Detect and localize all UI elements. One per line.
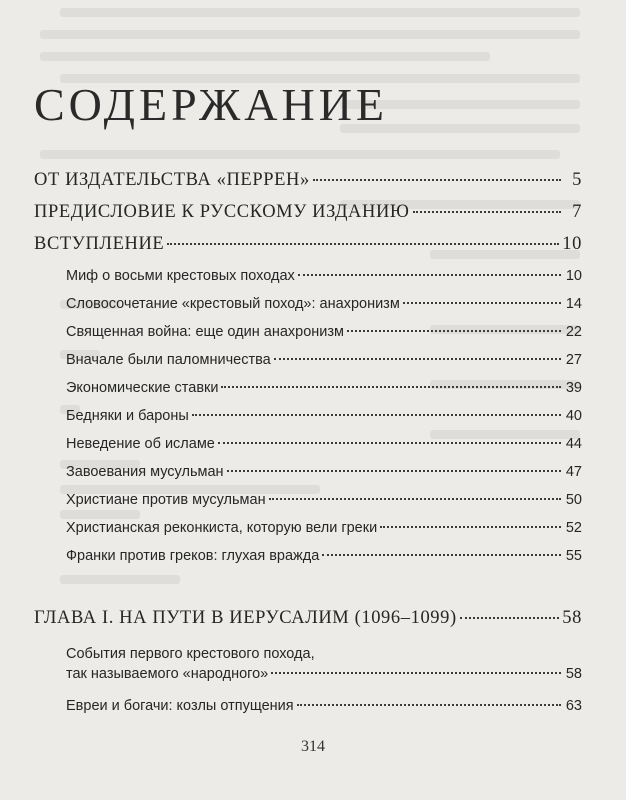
toc-page-number: 40 [565,408,582,424]
toc-page-number: 58 [565,666,582,682]
toc-chapter-entry[interactable] [34,608,582,629]
toc-entry-title: Христиане против мусульман [66,492,266,508]
toc-page-number: 27 [565,352,582,368]
dot-leader [403,302,561,304]
toc-entry-title: Вначале были паломничества [66,352,271,368]
toc-page-number: 47 [565,464,582,480]
dot-leader [413,211,561,213]
dot-leader [322,554,561,556]
toc-subentry[interactable] [66,324,582,340]
toc-page-number: 50 [565,492,582,508]
toc-subentry[interactable] [66,408,582,424]
toc-subentry[interactable] [66,520,582,536]
toc-entry-title: Евреи и богачи: козлы отпущения [66,698,294,714]
toc-page-number: 14 [565,296,582,312]
toc-subentry[interactable] [66,464,582,480]
toc-subentry[interactable] [66,548,582,564]
toc-page-number: 52 [565,520,582,536]
toc-page-number: 7 [572,202,582,222]
toc-page-number: 55 [565,548,582,564]
dot-leader [460,617,560,619]
toc-subentry[interactable] [66,492,582,508]
dot-leader [192,414,561,416]
toc-entry-title: Миф о восьми крестовых походах [66,268,295,284]
dot-leader [227,470,561,472]
toc-entry-title: Экономические ставки [66,380,219,396]
toc-entry-title: Христианская реконкиста, которую вели греки [66,520,378,536]
dot-leader [221,386,561,388]
toc-entry-title: Священная война: еще один анахронизм [66,324,344,340]
toc-entry-title: Завоевания мусульман [66,464,224,480]
page-title: СОДЕРЖАНИЕ [34,79,389,130]
toc-subentry[interactable] [66,380,582,396]
dot-leader [271,672,561,674]
dot-leader [298,274,561,276]
dot-leader [347,330,561,332]
toc-entry-title: Франки против греков: глухая вражда [66,548,320,564]
toc-page-number: 44 [565,436,582,452]
toc-entry[interactable] [34,234,582,255]
toc-entry-title: Словосочетание «крестовый поход»: анахронизм [66,296,400,312]
toc-subentry[interactable] [66,296,582,312]
toc-entry[interactable] [34,170,582,191]
dot-leader [218,442,561,444]
toc-entry-title-continued: так называемого «народного» [66,666,269,682]
dot-leader [313,179,561,181]
toc-subentry[interactable] [66,352,582,368]
toc-entry[interactable] [34,202,582,223]
toc-page-number: 22 [565,324,582,340]
dot-leader [269,498,561,500]
dot-leader [380,526,561,528]
toc-subentry[interactable] [66,436,582,452]
toc-entry-title: ВСТУПЛЕНИЕ [34,234,165,254]
toc-subentry[interactable] [66,698,582,714]
toc-page-number: 63 [565,698,582,714]
dot-leader [167,243,559,245]
toc-entry-title: ГЛАВА I. НА ПУТИ В ИЕРУСАЛИМ (1096–1099) [34,608,457,628]
toc-page-number: 10 [562,234,582,254]
toc-page-number: 58 [562,608,582,628]
toc-entry-title: События первого крестового похода, [66,646,315,662]
dot-leader [274,358,561,360]
toc-entry-title: ОТ ИЗДАТЕЛЬСТВА «ПЕРРЕН» [34,170,310,190]
toc-page-number: 39 [565,380,582,396]
toc-page-number: 10 [565,268,582,284]
page-number: 314 [301,738,325,755]
toc-entry-title: ПРЕДИСЛОВИЕ К РУССКОМУ ИЗДАНИЮ [34,202,410,222]
toc-entry-title: Бедняки и бароны [66,408,189,424]
dot-leader [297,704,561,706]
toc-entry-title: Неведение об исламе [66,436,215,452]
toc-page-number: 5 [572,170,582,190]
toc-subentry[interactable] [66,646,582,682]
toc-subentry[interactable] [66,268,582,284]
